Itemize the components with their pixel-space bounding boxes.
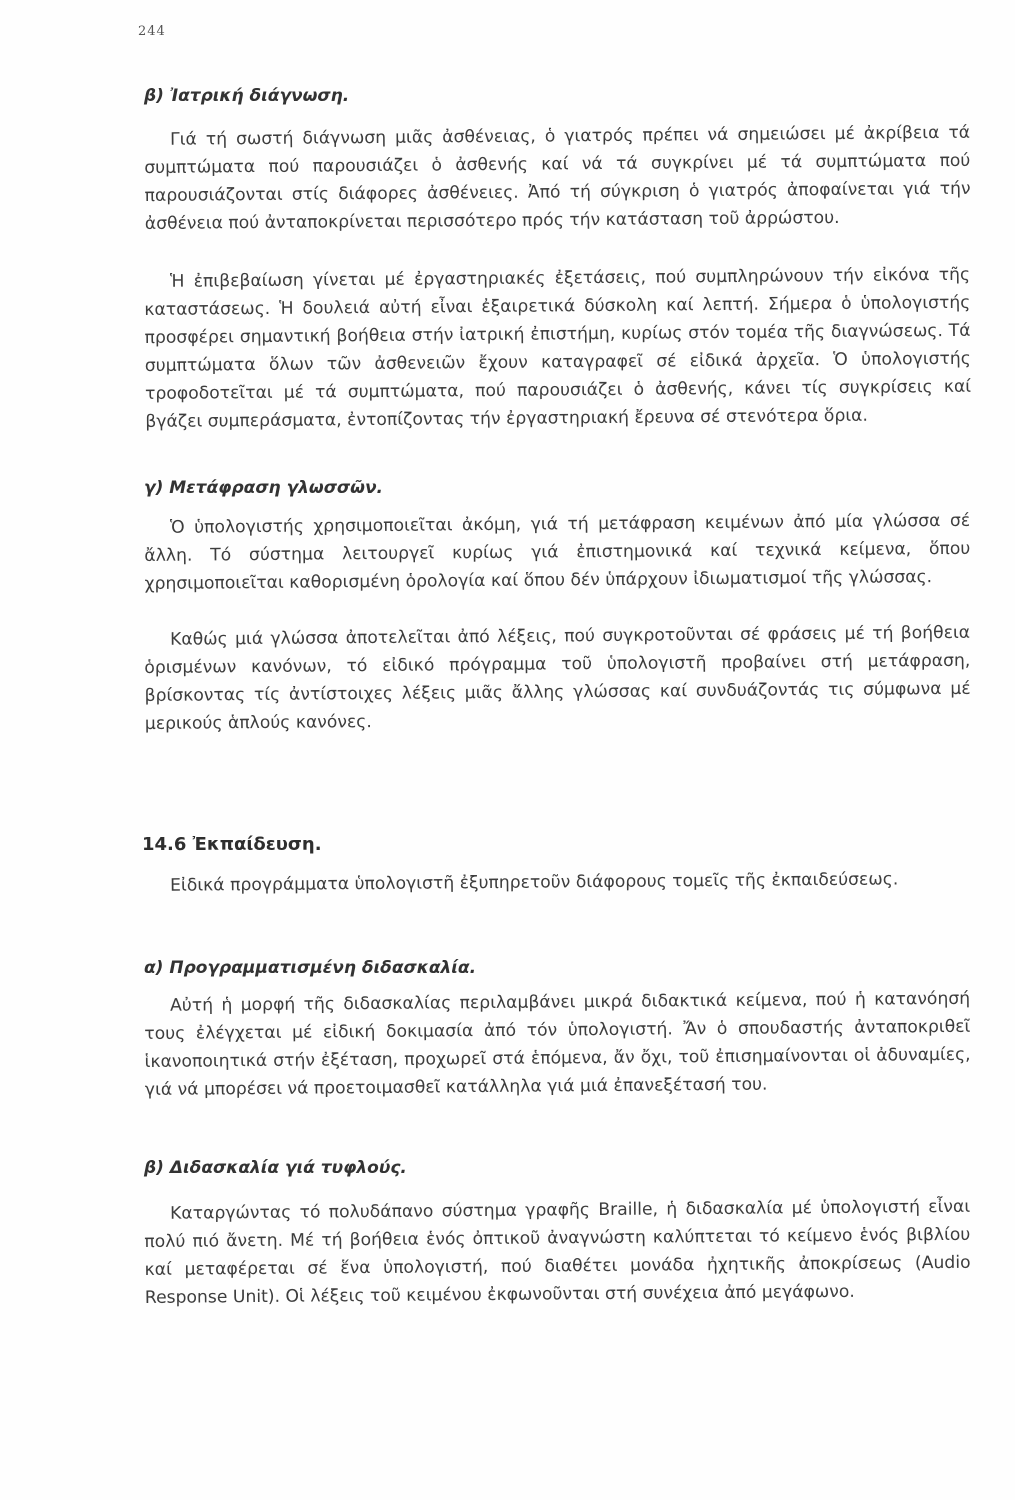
- heading-programmed-teaching: α) Προγραμματισμένη διδασκαλία.: [144, 958, 477, 978]
- paragraph-diagnosis-intro: Γιά τή σωστή διάγνωση μιᾶς ἀσθένειας, ὁ γιατρός πρέπει νά σημειώσει μέ ἀκρίβεια τά συμπτώματα πού παρουσιάζει ὁ ἀσθενής καί νά τά συγκρίνει μέ τά συμπτώματα πού παρουσιάζονται στίς διάφορες ἀσθένειες. Ἀπό τή σύγκριση ὁ γιατρός ἀποφαίνεται γιά τήν ἀσθένεια πού ἀνταποκρίνεται περισσότερο πρός τήν κατάσταση τοῦ ἀρρώστου.: [144, 122, 971, 234]
- page-number: 244: [138, 24, 166, 39]
- heading-medical-diagnosis: β) Ἰατρική διάγνωση.: [144, 86, 350, 106]
- paragraph-education-intro: Εἰδικά προγράμματα ὑπολογιστῆ ἐξυπηρετοῦν διάφορους τομεῖς τῆς ἐκπαιδεύσεως.: [170, 869, 899, 896]
- paragraph-translation-method: Καθώς μιά γλώσσα ἀποτελεῖται ἀπό λέξεις, πού συγκροτοῦνται σέ φράσεις μέ τή βοήθεια ὁρισμένων κανόνων, τό εἰδικό πρόγραμμα τοῦ ὑπολογιστῆ προβαίνει στή μετάφραση, βρίσκοντας τίς ἀντίστοιχες λέξεις μιᾶς ἄλλης γλώσσας καί συνδυάζοντάς τις σύμφωνα μέ μερικούς ἁπλούς κανόνες.: [144, 622, 971, 734]
- section-heading-education: 14.6 Ἐκπαίδευση.: [142, 834, 322, 855]
- paragraph-translation-intro: Ὁ ὑπολογιστής χρησιμοποιεῖται ἀκόμη, γιά τή μετάφραση κειμένων ἀπό μία γλώσσα σέ ἄλλη. Τό σύστημα λειτουργεῖ κυρίως γιά ἐπιστημονικά καί τεχνικά κείμενα, ὅπου χρησιμοποιεῖται καθορισμένη ὁρολογία καί ὅπου δέν ὑπάρχουν ἰδιωματισμοί τῆς γλώσσας.: [144, 510, 971, 594]
- heading-teaching-blind: β) Διδασκαλία γιά τυφλούς.: [144, 1158, 407, 1178]
- paragraph-programmed-teaching: Αὐτή ἡ μορφή τῆς διδασκαλίας περιλαμβάνει μικρά διδακτικά κείμενα, πού ἡ κατανόησή τους ἐλέγχεται μέ εἰδική δοκιμασία ἀπό τόν ὑπολογιστή. Ἄν ὁ σπουδαστής ἀνταποκριθεῖ ἱκανοποιητικά στήν ἐξέταση, προχωρεῖ στά ἑπόμενα, ἄν ὄχι, τοῦ ἐπισημαίνονται οἱ ἀδυναμίες, γιά νά μπορέσει νά προετοιμασθεῖ κατάλληλα γιά μιά ἐπανεξέτασή του.: [144, 988, 971, 1100]
- paragraph-diagnosis-computer: Ἡ ἐπιβεβαίωση γίνεται μέ ἐργαστηριακές ἐξετάσεις, πού συμπληρώνουν τήν εἰκόνα τῆς καταστάσεως. Ἡ δουλειά αὐτή εἶναι ἐξαιρετικά δύσκολη καί λεπτή. Σήμερα ὁ ὑπολογιστής προσφέρει σημαντική βοήθεια στήν ἰατρική ἐπιστήμη, κυρίως στόν τομέα τῆς διαγνώσεως. Τά συμπτώματα ὅλων τῶν ἀσθενειῶν ἔχουν καταγραφεῖ σέ εἰδικά ἀρχεῖα. Ὁ ὑπολογιστής τροφοδοτεῖται μέ τά συμπτώματα, πού παρουσιάζει ὁ ἀσθενής, κάνει τίς συγκρίσεις καί βγάζει συμπεράσματα, ἐντοπίζοντας τήν ἐργαστηριακή ἔρευνα σέ στενότερα ὅρια.: [144, 264, 972, 432]
- paragraph-teaching-blind: Καταργώντας τό πολυδάπανο σύστημα γραφῆς Braille, ἡ διδασκαλία μέ ὑπολογιστή εἶναι πολύ πιό ἄνετη. Μέ τή βοήθεια ἑνός ὀπτικοῦ ἀναγνώστη καλύπτεται τό κείμενο ἑνός βιβλίου καί μεταφέρεται σέ ἕνα ὑπολογιστή, πού διαθέτει μονάδα ἠχητικῆς ἀποκρίσεως (Audio Response Unit). Οἱ λέξεις τοῦ κειμένου ἐκφωνοῦνται στή συνέχεια ἀπό μεγάφωνο.: [144, 1196, 971, 1308]
- heading-language-translation: γ) Μετάφραση γλωσσῶν.: [144, 478, 383, 498]
